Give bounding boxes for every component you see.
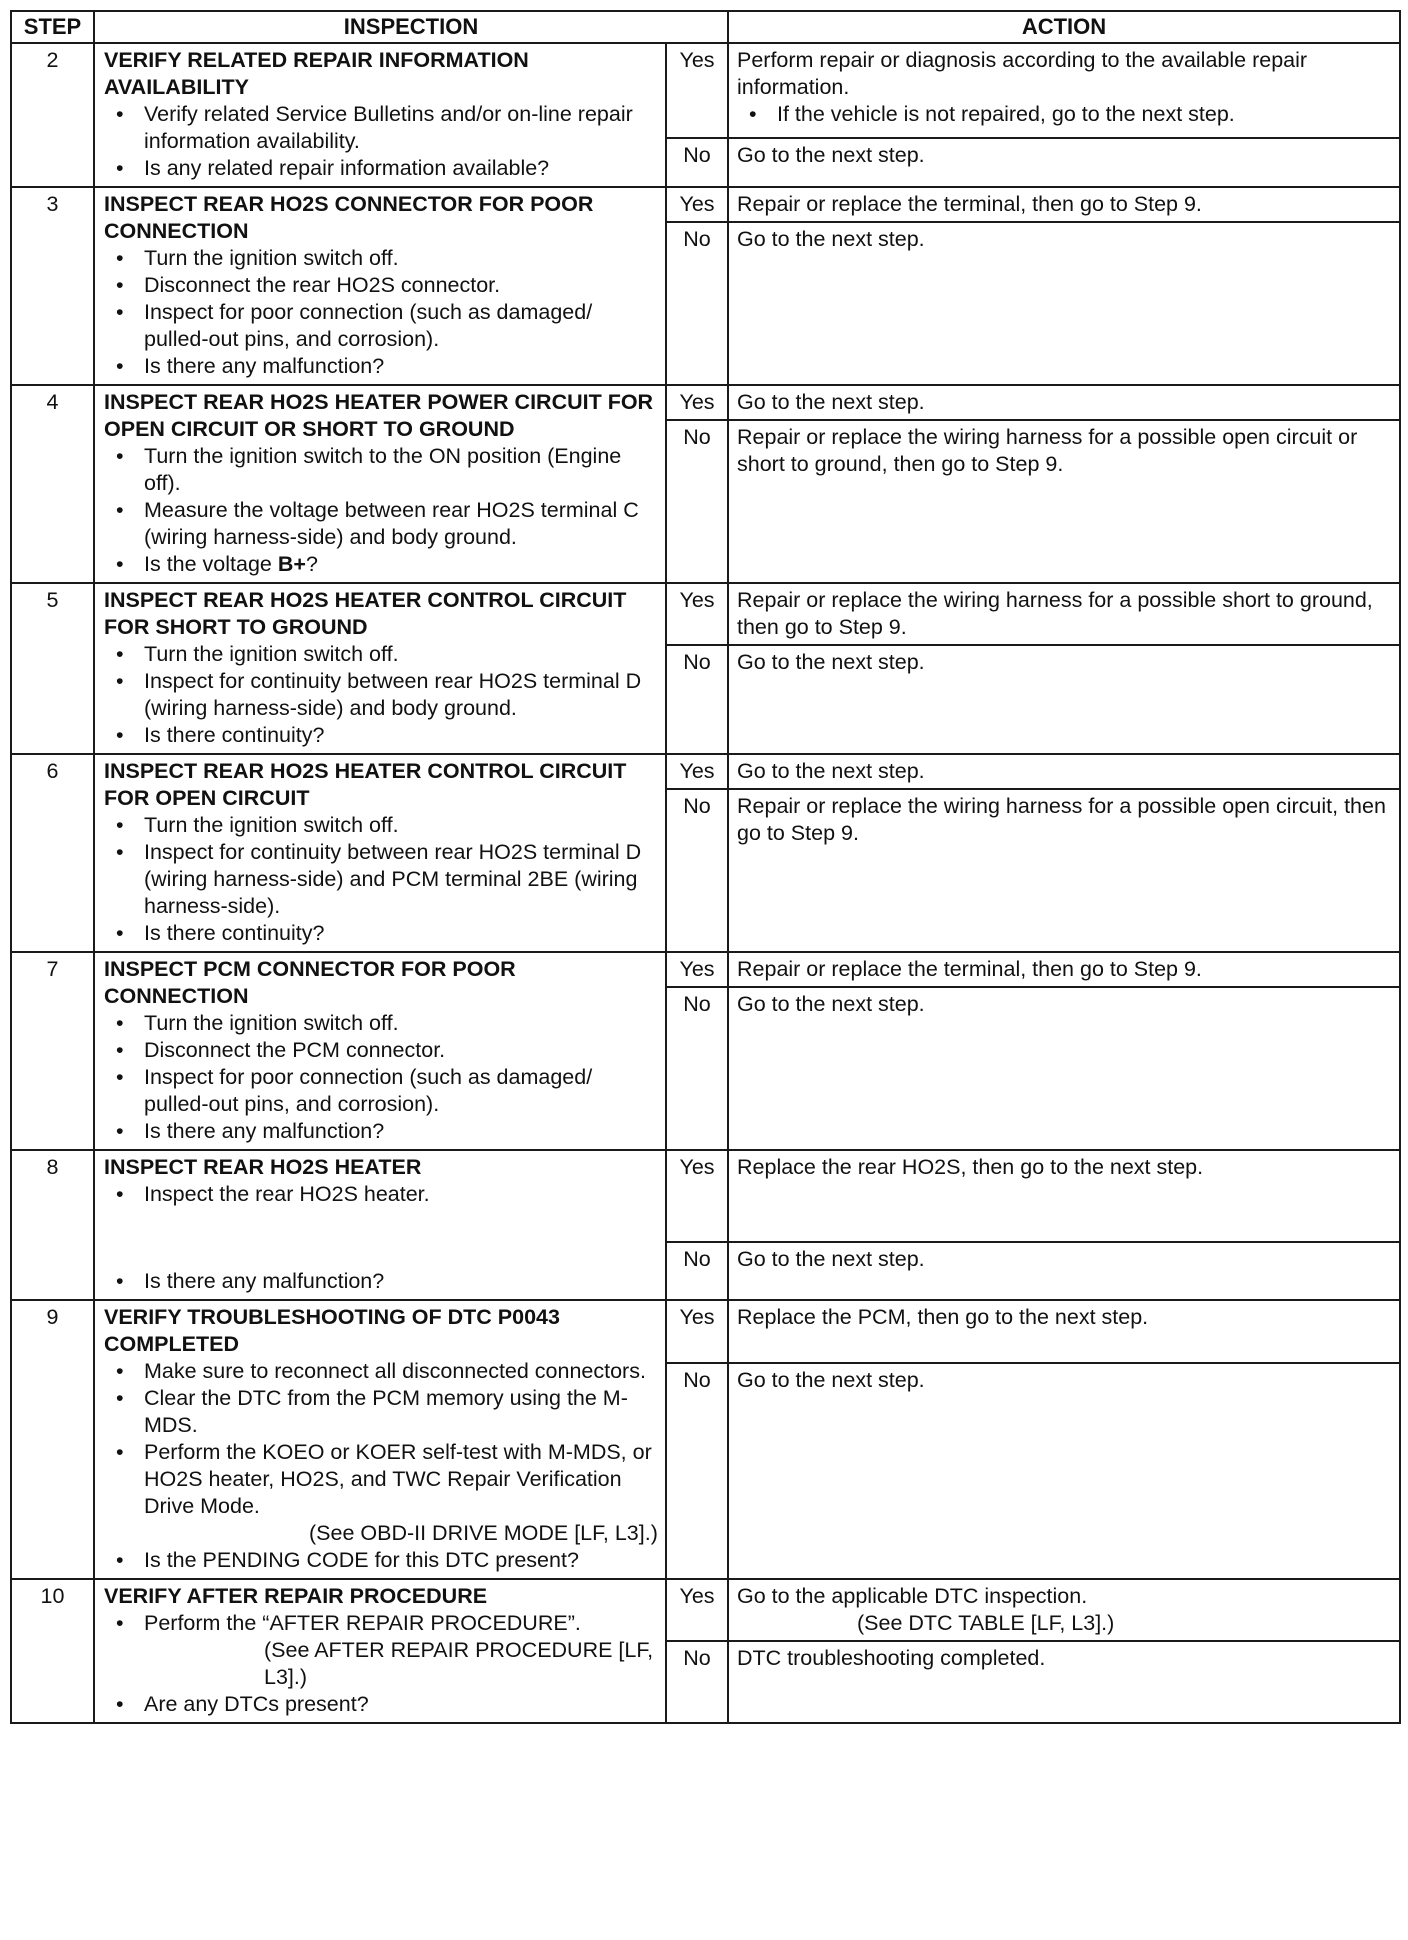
list-item: • Turn the ignition switch off. bbox=[116, 1011, 399, 1035]
bullet-list bbox=[104, 641, 659, 749]
step-number: 7 bbox=[11, 952, 94, 1150]
no-label: No bbox=[666, 420, 728, 583]
yes-label: Yes bbox=[666, 385, 728, 420]
inspection-cell bbox=[94, 583, 666, 754]
inspection-title: VERIFY RELATED REPAIR INFORMATION AVAILABILITY bbox=[104, 48, 529, 99]
yes-action: Repair or replace the terminal, then go to Step 9. bbox=[728, 187, 1400, 222]
no-label: No bbox=[666, 138, 728, 187]
list-item: • Inspect for poor connection (such as damaged/ pulled-out pins, and corrosion). bbox=[116, 300, 593, 351]
inspection-cell bbox=[94, 1300, 666, 1579]
yes-label: Yes bbox=[666, 583, 728, 645]
yes-label: Yes bbox=[666, 1300, 728, 1363]
header-step: STEP bbox=[11, 11, 94, 43]
bullet-list bbox=[104, 1010, 659, 1145]
table-row bbox=[11, 43, 1400, 138]
step-number: 3 bbox=[11, 187, 94, 385]
list-item: • Measure the voltage between rear HO2S terminal C (wiring harness-side) and body ground. bbox=[116, 498, 639, 549]
list-item: • Turn the ignition switch off. bbox=[116, 642, 399, 666]
list-item: • Is the voltage B+? bbox=[116, 552, 318, 576]
step-number: 10 bbox=[11, 1579, 94, 1723]
list-item: • Perform the “AFTER REPAIR PROCEDURE”. (See AFTER REPAIR PROCEDURE [LF, L3].) bbox=[104, 1610, 659, 1691]
yes-label: Yes bbox=[666, 187, 728, 222]
yes-label: Yes bbox=[666, 754, 728, 789]
list-item: • Make sure to reconnect all disconnected connectors. bbox=[116, 1359, 646, 1383]
table-row bbox=[11, 583, 1400, 645]
yes-label: Yes bbox=[666, 1150, 728, 1242]
no-action: Go to the next step. bbox=[728, 138, 1400, 187]
no-label: No bbox=[666, 1363, 728, 1579]
list-item: • Perform the KOEO or KOER self-test with M-MDS, or HO2S heater, HO2S, and TWC Repair Verification Drive Mode. (See OBD-II DRIVE MODE [LF, L3].) bbox=[116, 1440, 658, 1545]
no-action: Repair or replace the wiring harness for a possible open circuit, then go to Step 9. bbox=[728, 789, 1400, 952]
list-item: • Clear the DTC from the PCM memory using the M-MDS. bbox=[116, 1386, 628, 1437]
list-item: • Is any related repair information available? bbox=[116, 156, 550, 180]
yes-action: Go to the next step. bbox=[728, 385, 1400, 420]
inspection-title: INSPECT REAR HO2S HEATER CONTROL CIRCUIT FOR SHORT TO GROUND bbox=[104, 588, 627, 639]
reference-link[interactable]: (See DTC TABLE [LF, L3].) bbox=[857, 1611, 1115, 1635]
list-item: • Inspect for continuity between rear HO2S terminal D (wiring harness-side) and PCM terminal 2BE (wiring harness-side). bbox=[116, 840, 642, 918]
list-item: • Inspect the rear HO2S heater. bbox=[116, 1182, 430, 1206]
yes-action: Repair or replace the terminal, then go to Step 9. bbox=[728, 952, 1400, 987]
bullet-list bbox=[104, 245, 659, 380]
table-row bbox=[11, 1150, 1400, 1242]
list-item: • Is the PENDING CODE for this DTC present? bbox=[116, 1548, 579, 1572]
inspection-title: INSPECT REAR HO2S CONNECTOR FOR POOR CONNECTION bbox=[104, 192, 594, 243]
no-label: No bbox=[666, 1242, 728, 1300]
step-number: 2 bbox=[11, 43, 94, 187]
list-item: • Turn the ignition switch off. bbox=[116, 246, 399, 270]
list-item: • Is there any malfunction? bbox=[116, 1119, 385, 1143]
bullet-list bbox=[104, 101, 659, 182]
yes-label: Yes bbox=[666, 952, 728, 987]
inspection-title: INSPECT REAR HO2S HEATER bbox=[104, 1155, 422, 1179]
no-action: Go to the next step. bbox=[728, 1363, 1400, 1579]
troubleshooting-document bbox=[10, 10, 1399, 1724]
inspection-cell bbox=[94, 43, 666, 187]
bullet-list bbox=[104, 1358, 659, 1574]
step-number: 4 bbox=[11, 385, 94, 583]
step-number: 8 bbox=[11, 1150, 94, 1300]
list-item: • Turn the ignition switch to the ON position (Engine off). bbox=[116, 444, 622, 495]
table-row bbox=[11, 1579, 1400, 1641]
yes-action: Replace the rear HO2S, then go to the next step. bbox=[728, 1150, 1400, 1242]
header-inspection: INSPECTION bbox=[94, 11, 728, 43]
list-item: • Disconnect the rear HO2S connector. bbox=[116, 273, 501, 297]
inspection-cell bbox=[94, 1579, 666, 1723]
bullet-list bbox=[104, 1268, 659, 1295]
list-item: • Disconnect the PCM connector. bbox=[116, 1038, 446, 1062]
yes-label: Yes bbox=[666, 1579, 728, 1641]
no-label: No bbox=[666, 1641, 728, 1723]
inspection-table bbox=[10, 10, 1401, 1724]
inspection-title: INSPECT REAR HO2S HEATER CONTROL CIRCUIT FOR OPEN CIRCUIT bbox=[104, 759, 627, 810]
no-action: Repair or replace the wiring harness for a possible open circuit or short to ground, then go to Step 9. bbox=[728, 420, 1400, 583]
inspection-title: VERIFY TROUBLESHOOTING OF DTC P0043 COMPLETED bbox=[104, 1305, 560, 1356]
table-header-row bbox=[11, 11, 1400, 43]
list-item: • If the vehicle is not repaired, go to the next step. bbox=[749, 102, 1235, 126]
step-number: 6 bbox=[11, 754, 94, 952]
bullet-list bbox=[104, 812, 659, 947]
no-label: No bbox=[666, 789, 728, 952]
no-action: Go to the next step. bbox=[728, 987, 1400, 1150]
table-row bbox=[11, 952, 1400, 987]
inspection-title: INSPECT PCM CONNECTOR FOR POOR CONNECTION bbox=[104, 957, 516, 1008]
list-item: • Are any DTCs present? bbox=[116, 1692, 369, 1716]
reference-link[interactable]: (See AFTER REPAIR PROCEDURE [LF, L3].) bbox=[264, 1638, 654, 1689]
inspection-cell bbox=[94, 754, 666, 952]
bullet-list bbox=[104, 1181, 659, 1208]
yes-action: Go to the next step. bbox=[728, 754, 1400, 789]
inspection-title: INSPECT REAR HO2S HEATER POWER CIRCUIT FOR OPEN CIRCUIT OR SHORT TO GROUND bbox=[104, 390, 654, 441]
list-item: • Inspect for poor connection (such as damaged/ pulled-out pins, and corrosion). bbox=[116, 1065, 593, 1116]
no-label: No bbox=[666, 645, 728, 754]
table-row bbox=[11, 187, 1400, 222]
table-row bbox=[11, 385, 1400, 420]
list-item: • Is there continuity? bbox=[116, 723, 325, 747]
step-number: 9 bbox=[11, 1300, 94, 1579]
no-action: Go to the next step. bbox=[728, 1242, 1400, 1300]
step-number: 5 bbox=[11, 583, 94, 754]
yes-action: Replace the PCM, then go to the next step. bbox=[728, 1300, 1400, 1363]
table-row bbox=[11, 754, 1400, 789]
yes-action: Go to the applicable DTC inspection. (See DTC TABLE [LF, L3].) bbox=[728, 1579, 1400, 1641]
inspection-title: VERIFY AFTER REPAIR PROCEDURE bbox=[104, 1584, 488, 1608]
inspection-cell bbox=[94, 1150, 666, 1300]
inspection-cell bbox=[94, 187, 666, 385]
no-action: Go to the next step. bbox=[728, 222, 1400, 385]
list-item: • Verify related Service Bulletins and/or on-line repair information availability. bbox=[116, 102, 633, 153]
list-item: • Turn the ignition switch off. bbox=[116, 813, 399, 837]
inspection-cell bbox=[94, 952, 666, 1150]
bullet-list bbox=[104, 1610, 659, 1718]
reference-link[interactable]: (See OBD-II DRIVE MODE [LF, L3].) bbox=[309, 1521, 658, 1545]
no-label: No bbox=[666, 987, 728, 1150]
list-item: • Is there any malfunction? bbox=[116, 354, 385, 378]
table-row bbox=[11, 1300, 1400, 1363]
no-action: Go to the next step. bbox=[728, 645, 1400, 754]
yes-action: Perform repair or diagnosis according to the available repair information. • If the vehicle is not repaired, go to the next step. bbox=[728, 43, 1400, 138]
list-item: • Is there any malfunction? bbox=[116, 1269, 385, 1293]
bullet-list bbox=[104, 443, 659, 578]
yes-label: Yes bbox=[666, 43, 728, 138]
no-label: No bbox=[666, 222, 728, 385]
list-item: • Inspect for continuity between rear HO2S terminal D (wiring harness-side) and body ground. bbox=[116, 669, 642, 720]
no-action: DTC troubleshooting completed. bbox=[728, 1641, 1400, 1723]
header-action: ACTION bbox=[728, 11, 1400, 43]
list-item: • Is there continuity? bbox=[116, 921, 325, 945]
yes-action: Repair or replace the wiring harness for a possible short to ground, then go to Step 9. bbox=[728, 583, 1400, 645]
inspection-cell bbox=[94, 385, 666, 583]
